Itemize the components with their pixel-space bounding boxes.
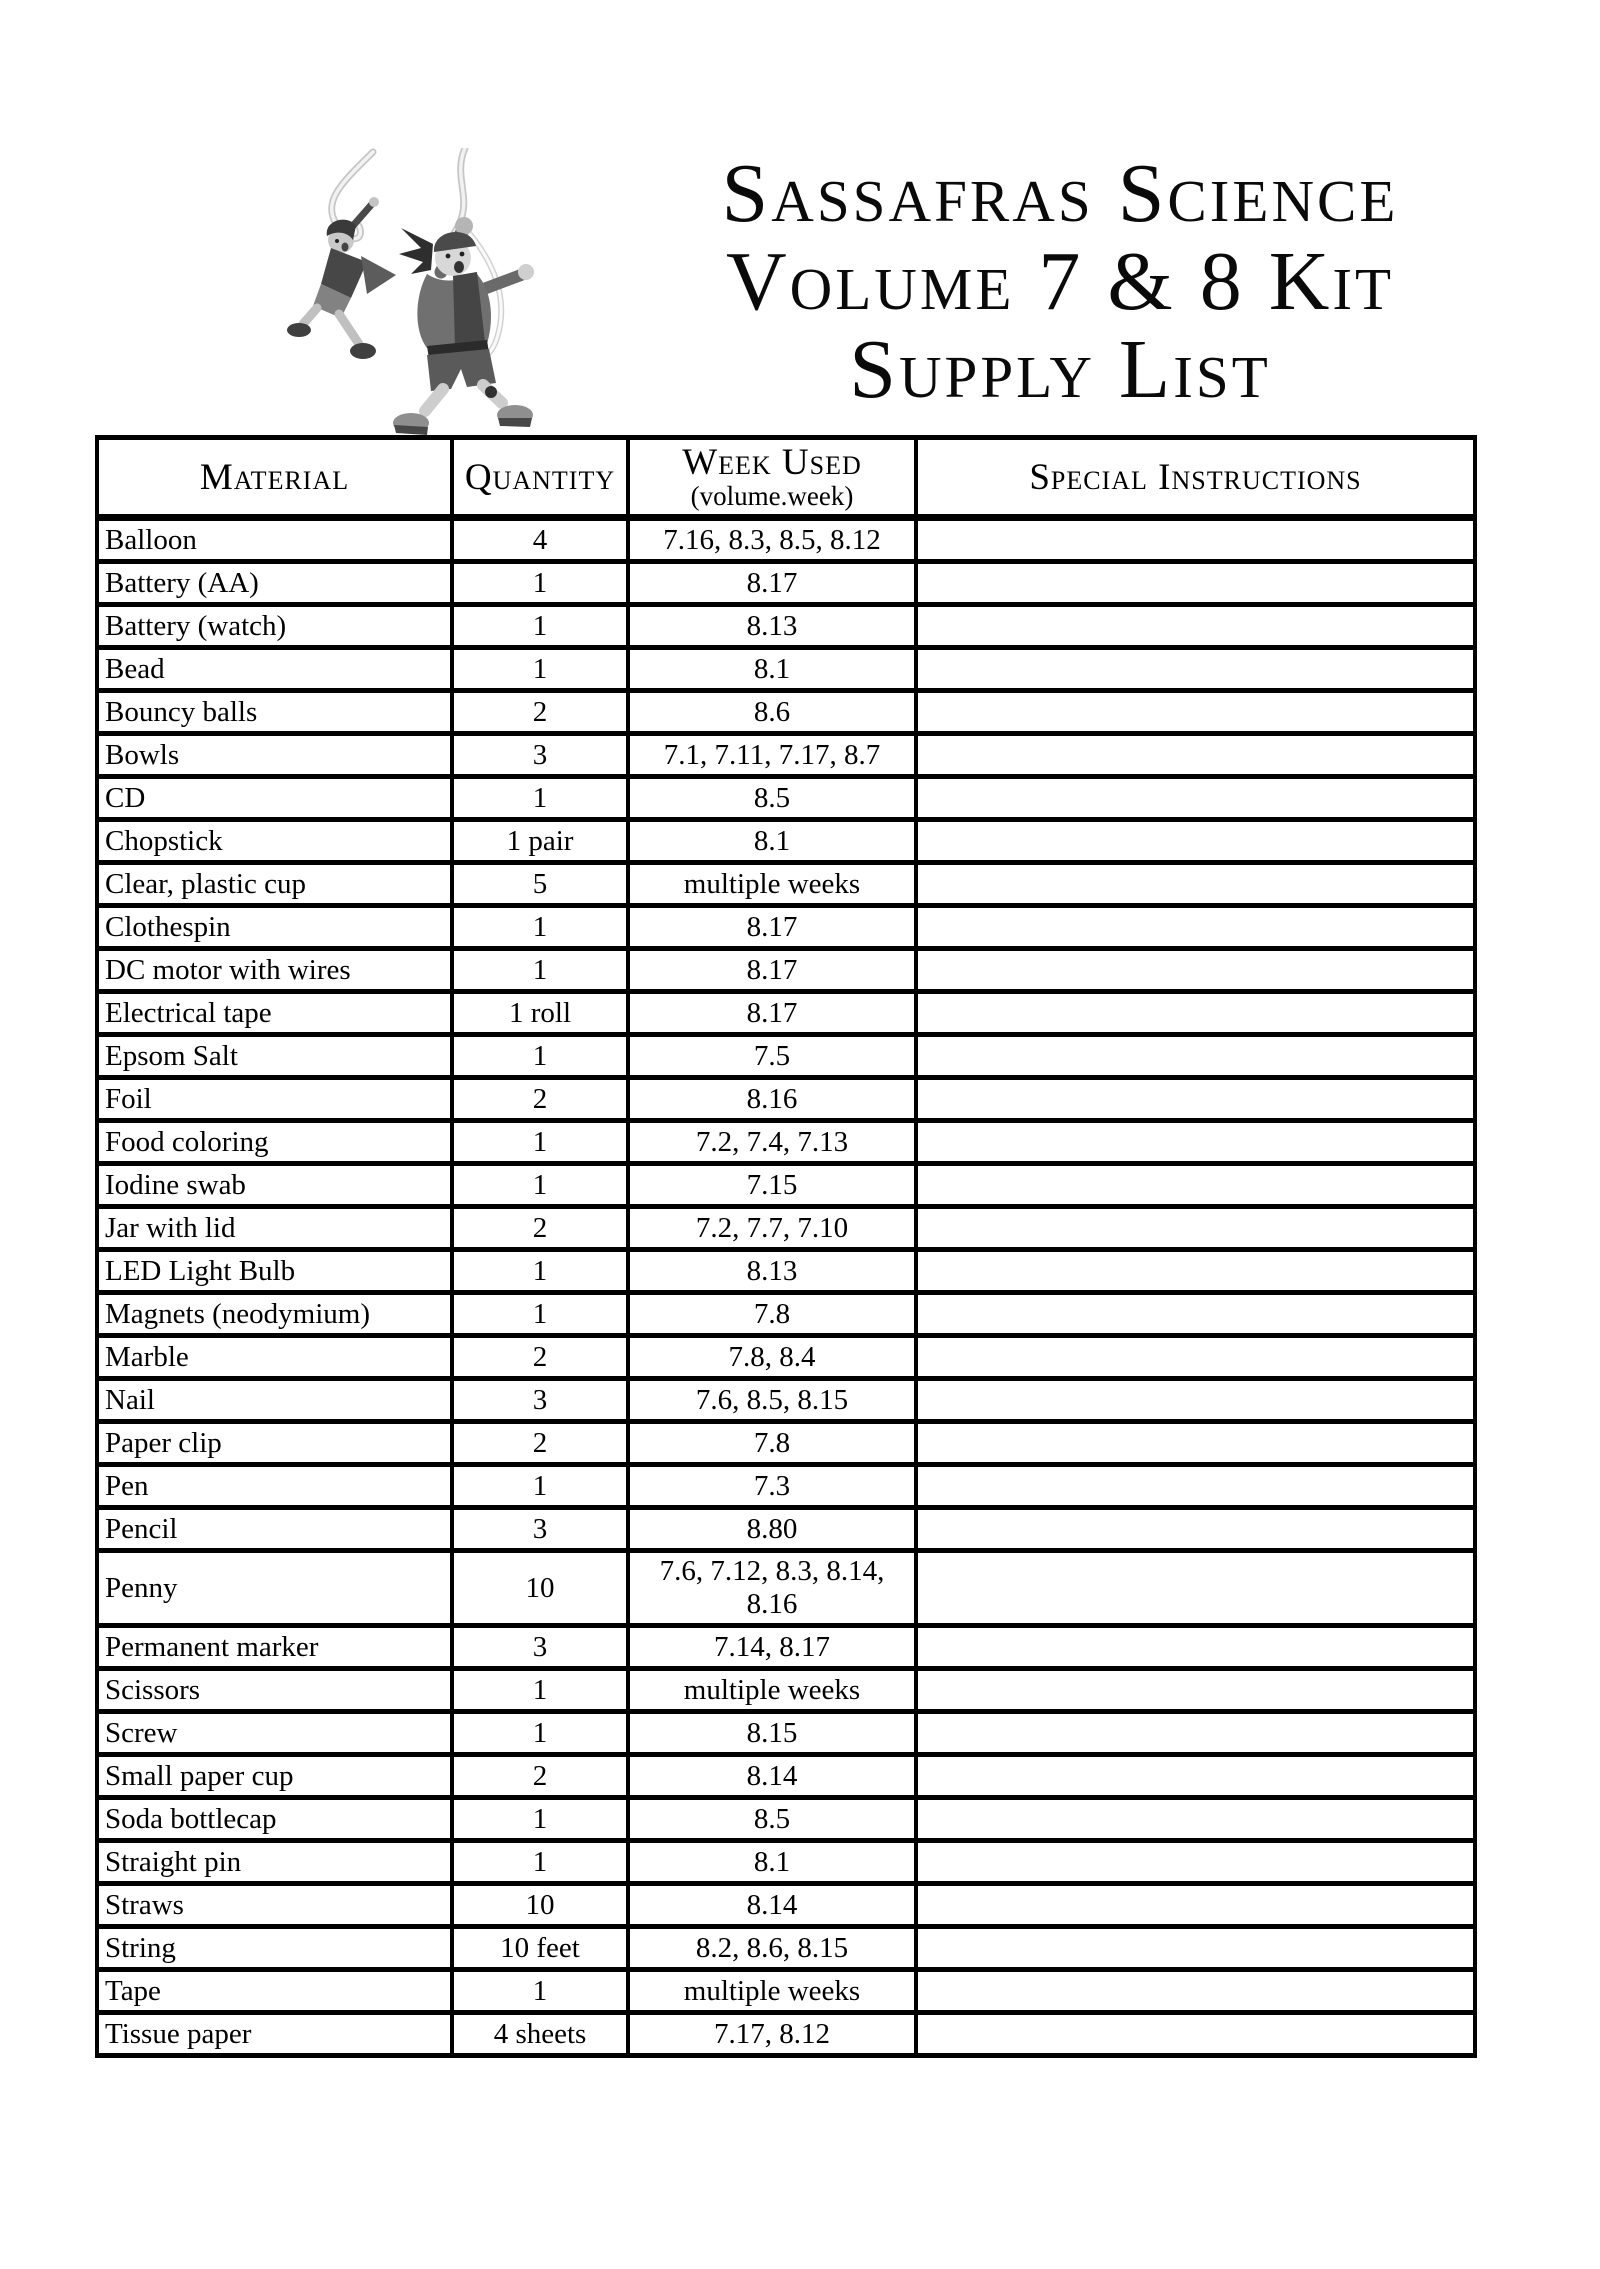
special-instructions-cell	[916, 1626, 1475, 1669]
special-instructions-cell	[916, 1755, 1475, 1798]
special-instructions-cell	[916, 1841, 1475, 1884]
material-cell: Penny	[97, 1551, 452, 1626]
special-instructions-cell	[916, 2013, 1475, 2056]
table-row	[97, 1841, 1475, 1884]
material-cell: Marble	[97, 1336, 452, 1379]
weeks-cell: 8.13	[628, 1250, 916, 1293]
special-instructions-cell	[916, 906, 1475, 949]
special-instructions-cell	[916, 1035, 1475, 1078]
quantity-cell: 3	[452, 734, 628, 777]
special-instructions-cell	[916, 1798, 1475, 1841]
weeks-cell: 7.1, 7.11, 7.17, 8.7	[628, 734, 916, 777]
material-cell: Epsom Salt	[97, 1035, 452, 1078]
weeks-cell: 7.2, 7.4, 7.13	[628, 1121, 916, 1164]
table-row	[97, 1293, 1475, 1336]
weeks-cell: 8.14	[628, 1884, 916, 1927]
special-instructions-cell	[916, 1379, 1475, 1422]
material-cell: Battery (AA)	[97, 562, 452, 605]
weeks-cell: 8.1	[628, 820, 916, 863]
material-cell: CD	[97, 777, 452, 820]
material-cell: Straight pin	[97, 1841, 452, 1884]
material-cell: Scissors	[97, 1669, 452, 1712]
quantity-cell: 1	[452, 906, 628, 949]
weeks-cell: 7.5	[628, 1035, 916, 1078]
material-cell: Paper clip	[97, 1422, 452, 1465]
weeks-cell: 7.16, 8.3, 8.5, 8.12	[628, 518, 916, 562]
special-instructions-cell	[916, 605, 1475, 648]
special-instructions-cell	[916, 734, 1475, 777]
special-instructions-cell	[916, 1207, 1475, 1250]
table-row	[97, 1207, 1475, 1250]
material-cell: DC motor with wires	[97, 949, 452, 992]
quantity-cell: 1	[452, 1121, 628, 1164]
title-line-2: Volume 7 & 8 Kit	[725, 235, 1395, 328]
table-row	[97, 1669, 1475, 1712]
material-cell: Small paper cup	[97, 1755, 452, 1798]
special-instructions-cell	[916, 1669, 1475, 1712]
quantity-cell: 1 roll	[452, 992, 628, 1035]
table-row	[97, 863, 1475, 906]
special-instructions-cell	[916, 1250, 1475, 1293]
quantity-cell: 2	[452, 1755, 628, 1798]
table-row	[97, 1336, 1475, 1379]
table-row	[97, 1551, 1475, 1626]
table-row	[97, 992, 1475, 1035]
weeks-cell: 8.14	[628, 1755, 916, 1798]
special-instructions-cell	[916, 1422, 1475, 1465]
special-instructions-cell	[916, 648, 1475, 691]
table-row	[97, 1798, 1475, 1841]
table-row	[97, 1508, 1475, 1551]
special-instructions-cell	[916, 1884, 1475, 1927]
special-instructions-cell	[916, 691, 1475, 734]
special-instructions-cell	[916, 1508, 1475, 1551]
supply-table	[95, 435, 1477, 2058]
weeks-cell: 8.16	[628, 1078, 916, 1121]
weeks-cell: 7.14, 8.17	[628, 1626, 916, 1669]
table-row	[97, 1035, 1475, 1078]
material-cell: Bouncy balls	[97, 691, 452, 734]
special-instructions-cell	[916, 1927, 1475, 1970]
table-row	[97, 949, 1475, 992]
material-cell: Straws	[97, 1884, 452, 1927]
special-instructions-cell	[916, 562, 1475, 605]
table-row	[97, 562, 1475, 605]
weeks-cell: 7.8	[628, 1293, 916, 1336]
table-row	[97, 1422, 1475, 1465]
special-instructions-cell	[916, 1551, 1475, 1626]
quantity-cell: 1	[452, 1250, 628, 1293]
material-cell: Electrical tape	[97, 992, 452, 1035]
quantity-cell: 1	[452, 1970, 628, 2013]
table-row	[97, 518, 1475, 562]
material-cell: Bowls	[97, 734, 452, 777]
material-cell: Chopstick	[97, 820, 452, 863]
weeks-cell: 8.15	[628, 1712, 916, 1755]
weeks-cell: 7.15	[628, 1164, 916, 1207]
special-instructions-cell	[916, 1465, 1475, 1508]
quantity-cell: 1	[452, 1669, 628, 1712]
weeks-cell: multiple weeks	[628, 863, 916, 906]
document-title	[620, 147, 1500, 416]
weeks-cell: 7.6, 7.12, 8.3, 8.14, 8.16	[628, 1551, 916, 1626]
weeks-cell: 8.13	[628, 605, 916, 648]
material-cell: Tape	[97, 1970, 452, 2013]
quantity-cell: 10 feet	[452, 1927, 628, 1970]
table-row	[97, 820, 1475, 863]
special-instructions-cell	[916, 1970, 1475, 2013]
supply-table-header	[97, 438, 1475, 518]
weeks-cell: 8.5	[628, 1798, 916, 1841]
quantity-cell: 2	[452, 1207, 628, 1250]
quantity-cell: 2	[452, 1078, 628, 1121]
material-cell: Clear, plastic cup	[97, 863, 452, 906]
table-row	[97, 1970, 1475, 2013]
quantity-cell: 1	[452, 1712, 628, 1755]
quantity-cell: 1	[452, 562, 628, 605]
weeks-cell: 7.6, 8.5, 8.15	[628, 1379, 916, 1422]
material-cell: Pen	[97, 1465, 452, 1508]
quantity-cell: 3	[452, 1626, 628, 1669]
material-cell: Screw	[97, 1712, 452, 1755]
table-row	[97, 1712, 1475, 1755]
table-row	[97, 1078, 1475, 1121]
quantity-cell: 4 sheets	[452, 2013, 628, 2056]
quantity-cell: 1	[452, 605, 628, 648]
material-cell: Food coloring	[97, 1121, 452, 1164]
special-instructions-column-header: Special Instructions	[916, 438, 1475, 518]
quantity-cell: 1	[452, 1465, 628, 1508]
weeks-cell: multiple weeks	[628, 1970, 916, 2013]
weeks-cell: 8.6	[628, 691, 916, 734]
weeks-cell: 7.2, 7.7, 7.10	[628, 1207, 916, 1250]
material-cell: LED Light Bulb	[97, 1250, 452, 1293]
weeks-cell: multiple weeks	[628, 1669, 916, 1712]
material-cell: Bead	[97, 648, 452, 691]
material-cell: Foil	[97, 1078, 452, 1121]
quantity-column-header: Quantity	[452, 438, 628, 518]
table-row	[97, 691, 1475, 734]
special-instructions-cell	[916, 518, 1475, 562]
special-instructions-cell	[916, 820, 1475, 863]
quantity-cell: 1	[452, 1035, 628, 1078]
special-instructions-cell	[916, 863, 1475, 906]
special-instructions-cell	[916, 992, 1475, 1035]
special-instructions-cell	[916, 949, 1475, 992]
material-cell: Nail	[97, 1379, 452, 1422]
material-column-header: Material	[97, 438, 452, 518]
quantity-cell: 1	[452, 777, 628, 820]
weeks-cell: 7.17, 8.12	[628, 2013, 916, 2056]
table-row	[97, 2013, 1475, 2056]
special-instructions-cell	[916, 1293, 1475, 1336]
supply-table-body	[97, 518, 1475, 2056]
table-row	[97, 777, 1475, 820]
table-row	[97, 605, 1475, 648]
quantity-cell: 2	[452, 1422, 628, 1465]
table-row	[97, 906, 1475, 949]
quantity-cell: 1 pair	[452, 820, 628, 863]
table-row	[97, 1465, 1475, 1508]
quantity-cell: 10	[452, 1884, 628, 1927]
quantity-cell: 3	[452, 1508, 628, 1551]
quantity-cell: 1	[452, 1841, 628, 1884]
material-cell: Permanent marker	[97, 1626, 452, 1669]
table-row	[97, 1164, 1475, 1207]
special-instructions-cell	[916, 1078, 1475, 1121]
week-used-sublabel: (volume.week)	[690, 481, 854, 511]
weeks-cell: 8.17	[628, 992, 916, 1035]
material-cell: Jar with lid	[97, 1207, 452, 1250]
quantity-cell: 2	[452, 691, 628, 734]
table-row	[97, 1379, 1475, 1422]
material-cell: Pencil	[97, 1508, 452, 1551]
title-line-3: Supply List	[849, 323, 1271, 416]
table-row	[97, 1626, 1475, 1669]
quantity-cell: 1	[452, 949, 628, 992]
material-cell: String	[97, 1927, 452, 1970]
material-cell: Clothespin	[97, 906, 452, 949]
quantity-cell: 1	[452, 1293, 628, 1336]
material-cell: Battery (watch)	[97, 605, 452, 648]
week-used-column-header	[628, 438, 916, 518]
weeks-cell: 8.17	[628, 906, 916, 949]
quantity-cell: 1	[452, 1164, 628, 1207]
material-cell: Magnets (neodymium)	[97, 1293, 452, 1336]
material-cell: Balloon	[97, 518, 452, 562]
weeks-cell: 8.80	[628, 1508, 916, 1551]
title-line-1: Sassafras Science	[721, 147, 1399, 240]
quantity-cell: 4	[452, 518, 628, 562]
material-cell: Soda bottlecap	[97, 1798, 452, 1841]
weeks-cell: 8.5	[628, 777, 916, 820]
quantity-cell: 2	[452, 1336, 628, 1379]
table-row	[97, 1884, 1475, 1927]
quantity-cell: 5	[452, 863, 628, 906]
weeks-cell: 8.17	[628, 562, 916, 605]
table-row	[97, 1250, 1475, 1293]
quantity-cell: 1	[452, 1798, 628, 1841]
material-cell: Tissue paper	[97, 2013, 452, 2056]
table-row	[97, 1755, 1475, 1798]
weeks-cell: 8.1	[628, 1841, 916, 1884]
material-cell: Iodine swab	[97, 1164, 452, 1207]
weeks-cell: 8.17	[628, 949, 916, 992]
weeks-cell: 8.1	[628, 648, 916, 691]
table-row	[97, 1927, 1475, 1970]
header-row	[97, 438, 1475, 518]
special-instructions-cell	[916, 777, 1475, 820]
table-row	[97, 648, 1475, 691]
table-row	[97, 1121, 1475, 1164]
special-instructions-cell	[916, 1712, 1475, 1755]
special-instructions-cell	[916, 1164, 1475, 1207]
special-instructions-cell	[916, 1121, 1475, 1164]
quantity-cell: 10	[452, 1551, 628, 1626]
weeks-cell: 7.3	[628, 1465, 916, 1508]
week-used-label: Week Used	[682, 442, 862, 483]
table-row	[97, 734, 1475, 777]
quantity-cell: 3	[452, 1379, 628, 1422]
quantity-cell: 1	[452, 648, 628, 691]
weeks-cell: 7.8, 8.4	[628, 1336, 916, 1379]
kids-swinging-on-vines-illustration	[255, 148, 540, 440]
weeks-cell: 8.2, 8.6, 8.15	[628, 1927, 916, 1970]
weeks-cell: 7.8	[628, 1422, 916, 1465]
special-instructions-cell	[916, 1336, 1475, 1379]
